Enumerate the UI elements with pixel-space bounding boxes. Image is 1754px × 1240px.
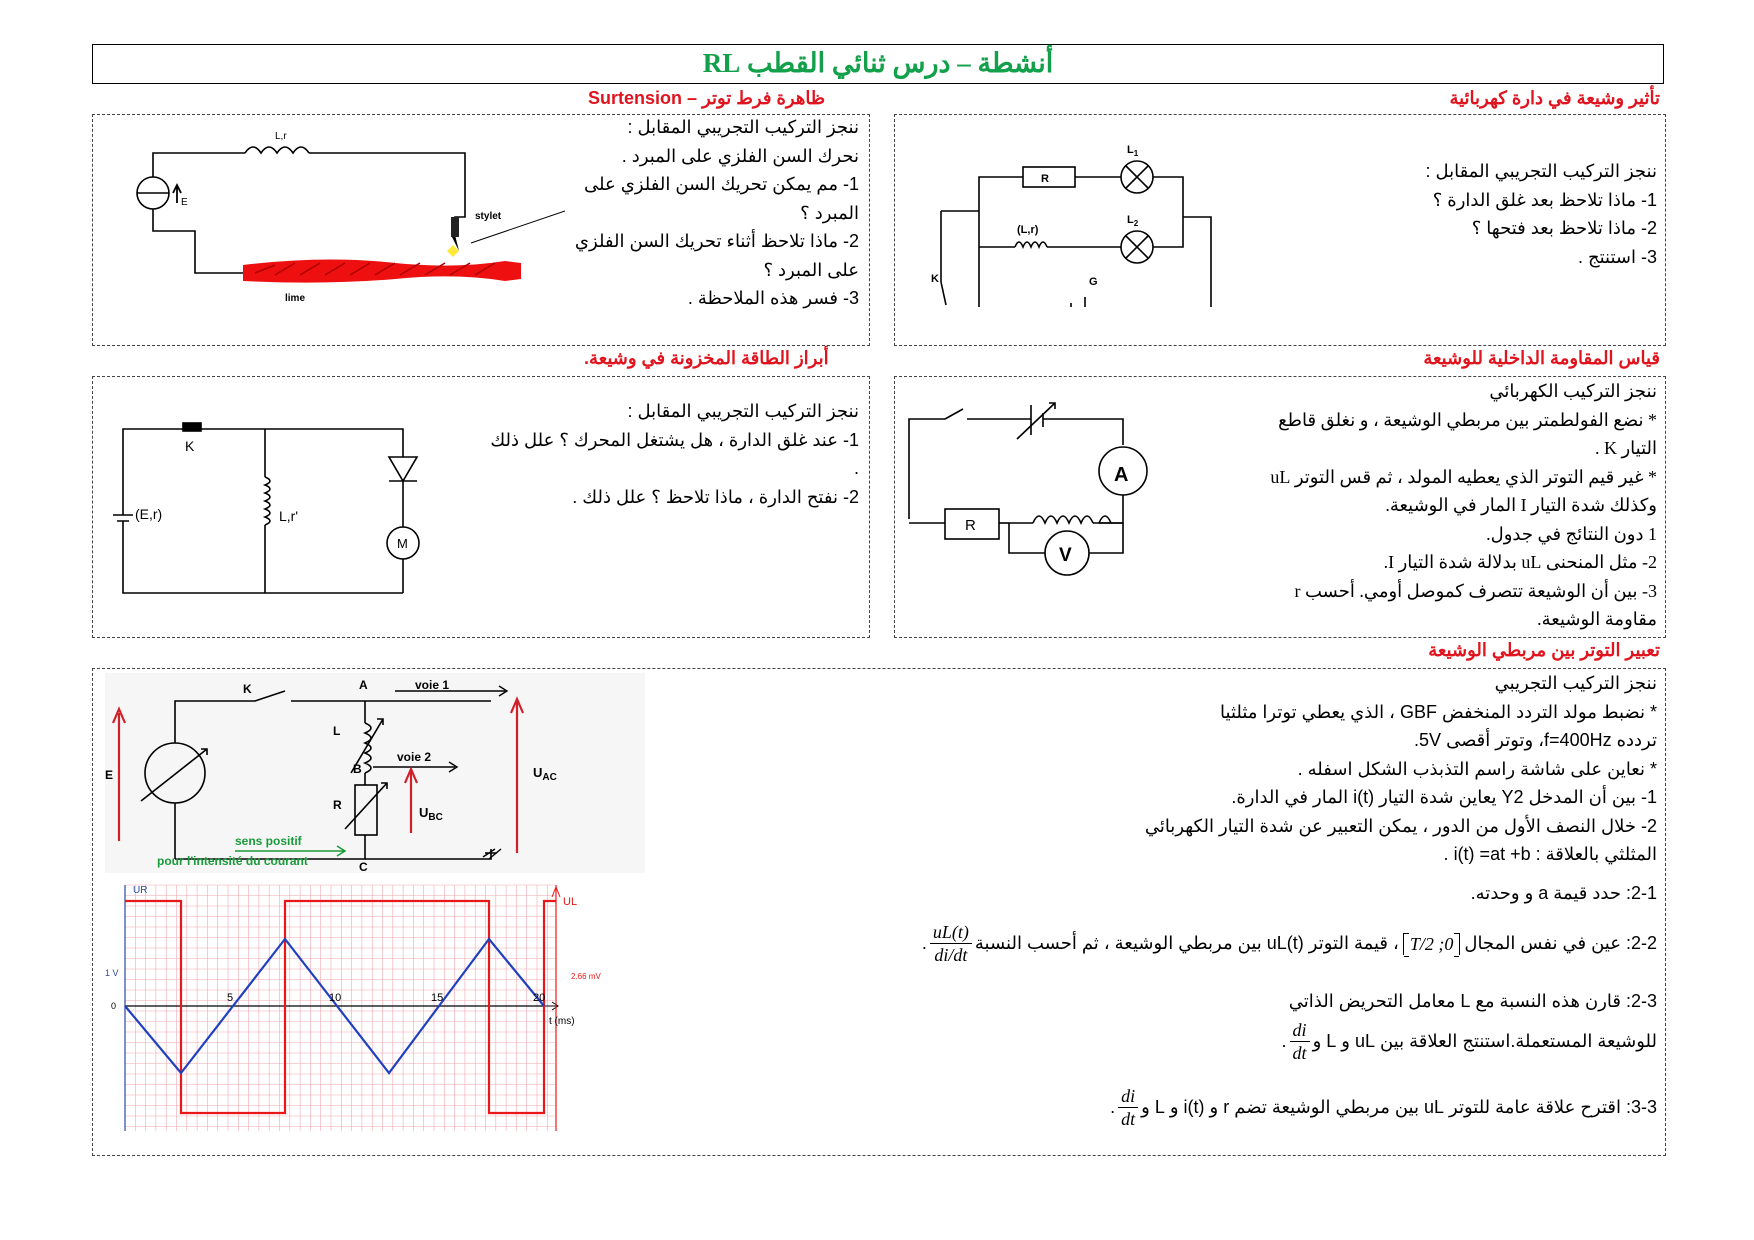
s5-line: * نعاين على شاشة راسم التذبذب الشكل اسفله .	[1297, 758, 1657, 779]
section-3-box	[894, 376, 1666, 638]
s5-line: 1- بين أن المدخل Y2 يعاين شدة التيار i(t) المار في الدارة.	[1231, 787, 1657, 807]
q33-text: 3-3: اقترح علاقة عامة للتوتر uL بين مربطي الوشيعة تضم r و i(t) و L و	[1141, 1097, 1657, 1118]
s3-line: التيار K .	[1594, 438, 1657, 458]
s3-line: * غير قيم التوتر الذي يعطيه المولد ، ثم قس التوتر uL	[1270, 466, 1657, 487]
label-lr: L,r'	[279, 508, 299, 524]
oscilloscope-screen	[105, 881, 645, 1143]
s2-line: على المبرد ؟	[763, 259, 859, 280]
s1-line: ننجز التركيب التجريبي المقابل :	[1425, 161, 1657, 181]
label-t10: 10	[329, 992, 342, 1004]
label-t5: 5	[227, 992, 234, 1004]
s1-line: 2- ماذا تلاحظ بعد فتحها ؟	[1471, 218, 1657, 238]
section-1-title: تأثير وشيعة في دارة كهربائية	[1449, 88, 1660, 108]
s3-line: وكذلك شدة التيار I المار في الوشيعة.	[1385, 495, 1657, 515]
label-t15: 15	[431, 992, 444, 1004]
label-stylet: stylet	[475, 211, 502, 222]
q22-part-b: ، قيمة التوتر uL(t) بين مربطي الوشيعة ، ثم أحسب النسبة	[974, 933, 1399, 954]
circuit-lamps-diagram	[931, 137, 1251, 307]
circuit-voltmeter-diagram	[905, 399, 1175, 599]
s2-line: نحرك السن الفلزي على المبرد .	[621, 145, 859, 166]
gbf-generator	[145, 743, 205, 803]
circuit-stylet-diagram	[125, 123, 565, 313]
label-voie1: voie 1	[415, 678, 450, 692]
label-lr: (L,r)	[1017, 224, 1039, 236]
s5-line: تردده f=400Hz، وتوتر أقصى 5V.	[1414, 730, 1657, 750]
page-title: أنشطة – درس ثنائي القطب RL	[92, 44, 1664, 84]
label-e: E	[181, 197, 188, 208]
scope-grid	[125, 885, 555, 1131]
section-5-title: تعبير التوتر بين مربطي الوشيعة	[1428, 640, 1660, 660]
s4-line: 2- نفتح الدارة ، ماذا تلاحظ ؟ علل ذلك .	[572, 486, 859, 507]
label-pour: pour l'intensité du courant	[157, 854, 308, 868]
s4-line: .	[853, 458, 859, 478]
label-ul: UL	[563, 896, 578, 908]
label-m: M	[397, 536, 408, 551]
question-2-2: 2-2: عين في نفس المجال 0; T/2 ، قيمة التوتر uL(t) بين مربطي الوشيعة ، ثم أحسب النسبة $\frac{uL(t)}{di/dt}$ .	[921, 922, 1657, 965]
question-2-1: 2-1: حدد قيمة a و وحدته.	[1470, 883, 1657, 903]
section-1-box	[894, 114, 1666, 346]
question-3-3: 3-3: اقترح علاقة عامة للتوتر uL بين مربطي الوشيعة تضم r و i(t) و L و $\frac{di}{dt}$ .	[1110, 1086, 1657, 1129]
s3-line: 2- مثل المنحنى uL بدلالة شدة التيار I.	[1383, 552, 1657, 572]
label-l2: $L_2$	[1127, 214, 1139, 228]
s3-line: مقاومة الوشيعة.	[1537, 609, 1657, 629]
didt-fraction: $\frac{di}{dt}$	[1290, 1019, 1310, 1064]
s5-line: 2- خلال النصف الأول من الدور ، يمكن التعبير عن شدة التيار الكهربائي	[1144, 815, 1657, 836]
label-b: B	[353, 762, 362, 776]
label-ur: UR	[133, 885, 148, 896]
label-g: G	[1089, 276, 1098, 288]
circuit-motor-diagram	[113, 417, 433, 597]
s3-line: ننجز التركيب الكهربائي	[1489, 381, 1657, 401]
label-t20: 20	[533, 992, 546, 1004]
label-r: R	[965, 517, 976, 534]
s3-line: * نضع الفولطمتر بين مربطي الوشيعة ، و نغلق قاطع	[1278, 409, 1657, 430]
s2-line: 2- ماذا تلاحظ أثناء تحريك السن الفلزي	[574, 231, 859, 251]
label-mv: 2.66 mV	[571, 972, 601, 981]
circuit-gbf-diagram	[105, 673, 645, 873]
section-5-box	[92, 668, 1666, 1156]
label-ubc: $U_{BC}$	[419, 805, 443, 823]
trace-ur	[125, 901, 556, 1113]
label-1v: 1 V	[105, 968, 119, 978]
label-a: A	[1114, 464, 1129, 486]
didt-fraction-2: $\frac{di}{dt}$	[1118, 1085, 1138, 1130]
question-2-3a: 2-3: قارن هذه النسبة مع L معامل التحريض الذاتي	[1288, 991, 1657, 1011]
label-r: R	[333, 798, 342, 812]
section-4-box	[92, 376, 870, 638]
interval: 0; T/2	[1403, 933, 1461, 955]
section-2-title: ظاهرة فرط توتر – Surtension	[588, 88, 826, 108]
label-tms: t (ms)	[549, 1016, 575, 1027]
label-r: R	[1041, 173, 1049, 185]
s5-line: * نضبط مولد التردد المنخفض GBF ، الذي يعطي توترا مثلثيا	[1220, 701, 1657, 722]
section-5-text	[1145, 669, 1657, 869]
resistor-r	[1023, 167, 1075, 187]
s5-line: ننجز التركيب التجريبي	[1494, 673, 1657, 693]
label-l: L	[333, 724, 341, 738]
label-lime: lime	[285, 293, 306, 304]
label-k: K	[243, 682, 252, 696]
label-sens: sens positif	[235, 834, 302, 848]
label-l1: $L_1$	[1127, 144, 1139, 158]
section-4-title: أبراز الطاقة المخزونة في وشيعة.	[584, 348, 829, 368]
label-k: K	[931, 273, 939, 285]
ratio-fraction: $\frac{uL(t)}{di/dt}$	[930, 921, 972, 966]
question-2-3b: للوشيعة المستعملة.استنتج العلاقة بين uL و L و $\frac{di}{dt}$ .	[1281, 1020, 1657, 1063]
section-1-text	[1425, 157, 1657, 271]
s2-line: ننجز التركيب التجريبي المقابل :	[627, 117, 859, 137]
label-er: (E,r)	[135, 506, 163, 522]
label-zero: 0	[111, 1001, 117, 1011]
label-lr: L,r	[275, 131, 287, 142]
s2-line: المبرد ؟	[800, 202, 859, 223]
s3-line: 3- بين أن الوشيعة تتصرف كموصل أومي. أحسب r	[1294, 580, 1657, 601]
q23-part-b: للوشيعة المستعملة.استنتج العلاقة بين uL و L و	[1312, 1031, 1657, 1052]
label-k: K	[185, 438, 195, 454]
label-v: V	[1059, 545, 1072, 566]
label-a: A	[359, 678, 368, 692]
s1-line: 3- استنتج .	[1577, 246, 1657, 267]
label-uac: $U_{AC}$	[533, 765, 557, 783]
q22-part-a: 2-2: عين في نفس المجال	[1464, 933, 1657, 954]
s1-line: 1- ماذا تلاحظ بعد غلق الدارة ؟	[1432, 189, 1657, 210]
s4-line: 1- عند غلق الدارة ، هل يشتغل المحرك ؟ علل ذلك	[490, 429, 859, 450]
label-e: E	[105, 768, 114, 782]
section-2-text	[575, 113, 859, 313]
section-3-title: قياس المقاومة الداخلية للوشيعة	[1423, 348, 1660, 368]
file-lime	[243, 259, 521, 282]
label-c: C	[359, 860, 368, 873]
section-3-text	[1270, 377, 1657, 634]
s5-line: المثلثي بالعلاقة : i(t) =at +b .	[1443, 844, 1657, 864]
section-2-box	[92, 114, 870, 346]
s2-line: 3- فسر هذه الملاحظة .	[687, 288, 859, 308]
s3-line: 1 دون النتائج في جدول.	[1486, 523, 1657, 544]
label-voie2: voie 2	[397, 750, 432, 764]
s4-line: ننجز التركيب التجريبي المقابل :	[627, 401, 859, 421]
s2-line: 1- مم يمكن تحريك السن الفلزي على	[584, 174, 859, 194]
section-4-text	[490, 397, 859, 511]
